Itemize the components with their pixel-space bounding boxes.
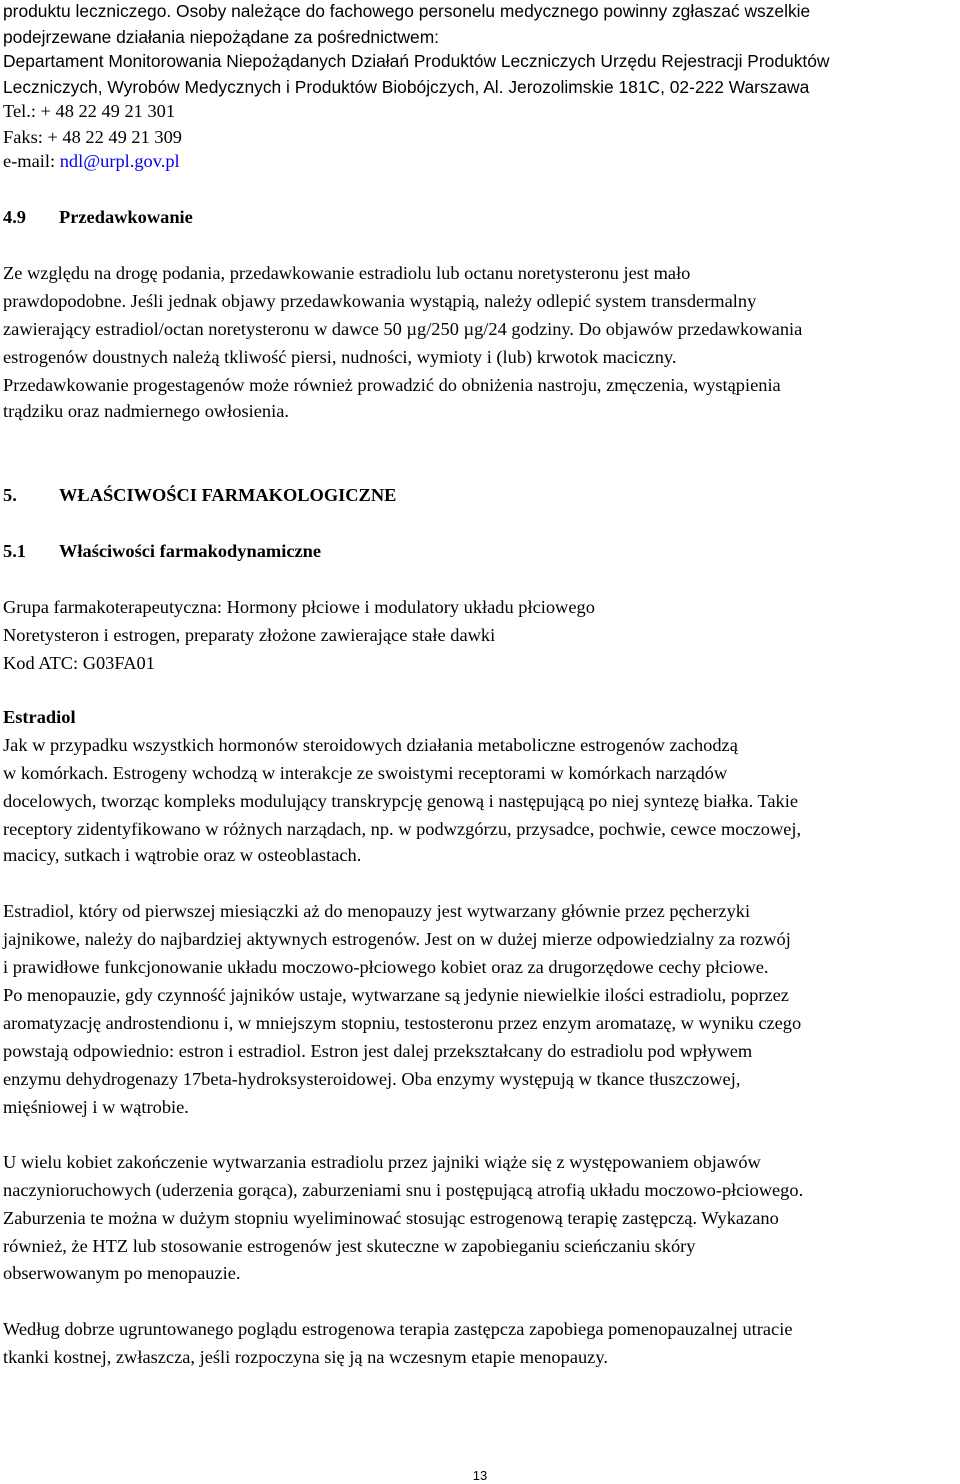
section-title: Właściwości farmakodynamiczne: [59, 541, 322, 561]
paragraph-line: Zaburzenia te można w dużym stopniu wyeliminować stosując estrogenową terapię zastępczą. Wykazano: [3, 1208, 779, 1228]
section-title: Przedawkowanie: [59, 207, 193, 227]
paragraph-line: mięśniowej i w wątrobie.: [3, 1097, 189, 1117]
paragraph-line: trądziku oraz nadmiernego owłosienia.: [3, 401, 289, 421]
paragraph-line: jajnikowe, należy do najbardziej aktywnych estrogenów. Jest on w dużej mierze odpowiedzialny za rozwój: [3, 929, 791, 949]
paragraph-line: Ze względu na drogę podania, przedawkowanie estradiolu lub octanu noretysteronu jest mało: [3, 263, 691, 283]
paragraph-line: tkanki kostnej, zwłaszcza, jeśli rozpoczyna się ją na wczesnym etapie menopauzy.: [3, 1347, 608, 1367]
atc-code: Kod ATC: G03FA01: [3, 653, 155, 673]
paragraph-line: Przedawkowanie progestagenów może również prowadzić do obniżenia nastroju, zmęczenia, wystąpienia: [3, 375, 781, 395]
paragraph-line: i prawidłowe funkcjonowanie układu moczowo-płciowego kobiet oraz za drugorzędowe cechy płciowe.: [3, 957, 769, 977]
pharmacotherapeutic-group: Grupa farmakoterapeutyczna: Hormony płciowe i modulatory układu płciowego: [3, 597, 595, 617]
paragraph-line: w komórkach. Estrogeny wchodzą w interakcje ze swoistymi receptorami w komórkach narządów: [3, 763, 728, 783]
paragraph-line: powstają odpowiednio: estron i estradiol. Estron jest dalej przekształcany do estradiolu pod wpływem: [3, 1041, 753, 1061]
paragraph-line: Po menopauzie, gdy czynność jajników ustaje, wytwarzane są jedynie niewielkie ilości estradiolu, poprzez: [3, 985, 789, 1005]
contact-fax: Faks: + 48 22 49 21 309: [3, 127, 182, 147]
paragraph-line: prawdopodobne. Jeśli jednak objawy przedawkowania wystąpią, należy odlepić system transdermalny: [3, 291, 757, 311]
paragraph-line: Według dobrze ugruntowanego poglądu estrogenowa terapia zastępcza zapobiega pomenopauzalnej utracie: [3, 1319, 793, 1339]
section-5-1-heading: [3, 540, 321, 562]
paragraph-line: receptory zidentyfikowano w różnych narządach, np. w podwzgórzu, przysadce, pochwie, cewce moczowej,: [3, 819, 802, 839]
contact-line-2: podejrzewane działania niepożądane za pośrednictwem:: [3, 27, 440, 47]
section-title: WŁAŚCIWOŚCI FARMAKOLOGICZNE: [59, 485, 397, 505]
paragraph-line: obserwowanym po menopauzie.: [3, 1263, 241, 1283]
paragraph-line: macicy, sutkach i wątrobie oraz w osteoblastach.: [3, 845, 362, 865]
contact-line-1: produktu leczniczego. Osoby należące do fachowego personelu medycznego powinny zgłaszać wszelkie: [3, 1, 811, 21]
paragraph-line: również, że HTZ lub stosowanie estrogenów jest skuteczne w zapobieganiu scieńczaniu skóry: [3, 1236, 696, 1256]
contact-phone: Tel.: + 48 22 49 21 301: [3, 101, 176, 121]
section-5-heading: [3, 484, 396, 506]
email-link[interactable]: ndl@urpl.gov.pl: [59, 151, 180, 171]
contact-line-4: Leczniczych, Wyrobów Medycznych i Produktów Biobójczych, Al. Jerozolimskie 181C, 02-222 Warszawa: [3, 77, 810, 97]
paragraph-line: Jak w przypadku wszystkich hormonów steroidowych działania metaboliczne estrogenów zachodzą: [3, 735, 738, 755]
email-label: e-mail:: [3, 151, 60, 171]
paragraph-line: Estradiol, który od pierwszej miesiączki aż do menopauzy jest wytwarzany głównie przez pęcherzyki: [3, 901, 751, 921]
page-number: 13: [472, 1468, 488, 1483]
paragraph-line: zawierający estradiol/octan noretysteronu w dawce 50 µg/250 µg/24 godziny. Do objawów przedawkowania: [3, 319, 803, 339]
paragraph-line: U wielu kobiet zakończenie wytwarzania estradiolu przez jajniki wiąże się z występowaniem objawów: [3, 1152, 761, 1172]
estradiol-heading: Estradiol: [3, 707, 76, 727]
paragraph-line: enzymu dehydrogenazy 17beta-hydroksysteroidowej. Oba enzymy występują w tkance tłuszczowej,: [3, 1069, 741, 1089]
contact-email-line: [3, 150, 180, 172]
paragraph-line: docelowych, tworząc kompleks modulujący transkrypcję genową i następującą po niej syntezę białka. Takie: [3, 791, 799, 811]
section-number: 4.9: [3, 207, 26, 227]
section-number: 5.1: [3, 541, 26, 561]
pharmacotherapeutic-subgroup: Noretysteron i estrogen, preparaty złożone zawierające stałe dawki: [3, 625, 496, 645]
paragraph-line: aromatyzację androstendionu i, w mniejszym stopniu, testosteronu przez enzym aromatazę, w wyniku czego: [3, 1013, 802, 1033]
paragraph-line: naczynioruchowych (uderzenia gorąca), zaburzeniami snu i postępującą atrofią układu moczowo-płciowego.: [3, 1180, 804, 1200]
section-4-9-heading: [3, 206, 193, 228]
paragraph-line: estrogenów doustnych należą tkliwość piersi, nudności, wymioty i (lub) krwotok maciczny.: [3, 347, 677, 367]
section-number: 5.: [3, 485, 17, 505]
contact-line-3: Departament Monitorowania Niepożądanych Działań Produktów Leczniczych Urzędu Rejestracji Produktów: [3, 51, 830, 71]
